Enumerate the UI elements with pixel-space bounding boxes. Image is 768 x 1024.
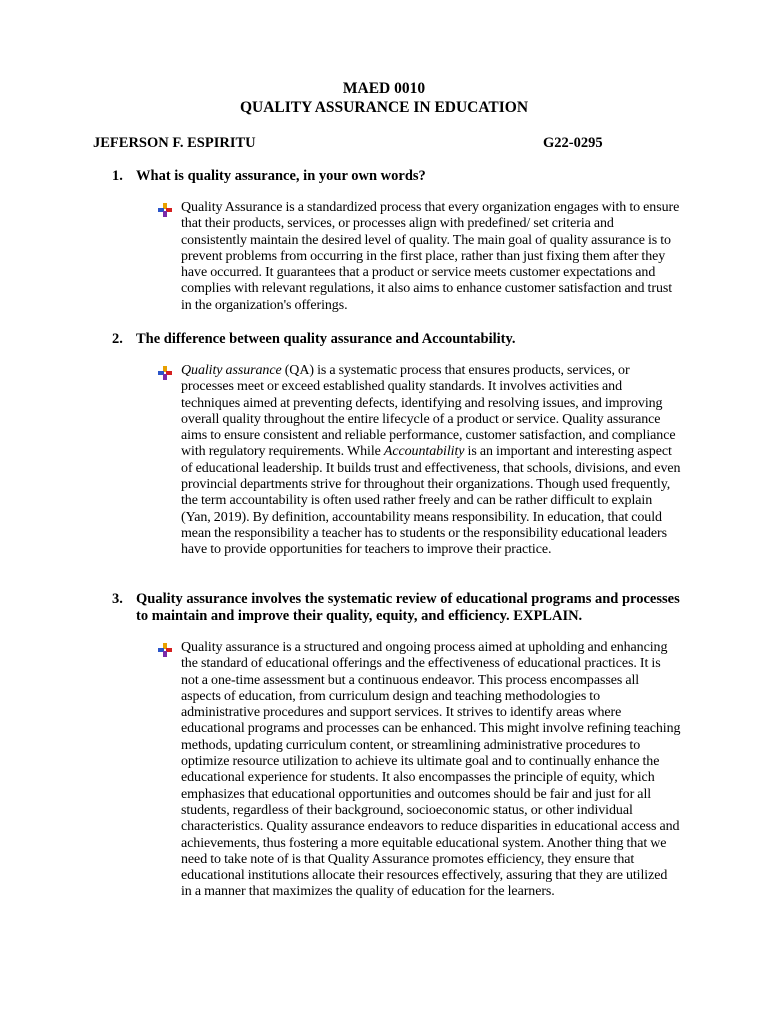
question-2 xyxy=(112,331,692,348)
student-name: JEFERSON F. ESPIRITU xyxy=(93,135,256,151)
multicolor-cross-bullet-icon xyxy=(158,203,172,217)
student-id: G22-0295 xyxy=(543,135,603,151)
answer-1: Quality Assurance is a standardized process that every organization engages with to ensure that their products, services, or processes align with predefined/ set criteria and consistently maintain the desired level of quality. The main goal of quality assurance is to prevent problems from occurring in the first place, rather than just fixing them after they have occurred. It guarantees that a product or service meets customer expectations and complies with relevant regulations, it also aims to enhance customer satisfaction and trust in the organization's offerings. xyxy=(181,200,680,313)
question-2-text: The difference between quality assurance and Accountability. xyxy=(136,331,516,347)
question-2-number: 2. xyxy=(112,331,123,347)
course-title: QUALITY ASSURANCE IN EDUCATION xyxy=(239,99,529,116)
question-1-number: 1. xyxy=(112,168,123,184)
question-3-number: 3. xyxy=(112,591,123,607)
question-1-text: What is quality assurance, in your own words? xyxy=(136,168,426,184)
answer-2 xyxy=(181,363,681,559)
course-code: MAED 0010 xyxy=(342,80,426,97)
answer-3: Quality assurance is a structured and ongoing process aimed at upholding and enhancing the standard of educational offerings and the effectiveness of educational practices. It is not a one-time assessment but a continuous endeavor. This process encompasses all aspects of education, from curriculum design and teaching methodologies to administrative procedures and support services. It strives to identify areas where educational programs and processes can be enhanced. This might involve refining teaching methods, updating curriculum content, or streamlining administrative procedures to optimize resource utilization to achieve its ultimate goal and to continually enhance the educational experience for students. It also encompasses the principle of equity, which emphasizes that educational opportunities and outcomes should be fair and just for all students, regardless of their background, socioeconomic status, or other individual characteristics. Quality assurance endeavors to reduce disparities in educational access and achievements, thus fostering a more equitable educational system. Another thing that we need to take note of is that Quality Assurance promotes efficiency, they ensure that educational institutions allocate their resources effectively, assuring that they are utilized in a manner that maximizes the quality of education for the learners. xyxy=(181,640,681,900)
question-3-text: Quality assurance involves the systematic review of educational programs and processes to maintain and improve their quality, equity, and efficiency. EXPLAIN. xyxy=(136,591,680,624)
answer-2-part-1: (QA) is a systematic process that ensures products, services, or processes meet or exceed established quality standards. It involves activities and techniques aimed at preventing defects, identifying and resolving issues, and improving overall quality throughout the entire lifecycle of a product or service. Quality assurance aims to ensure consistent and reliable performance, customer satisfaction, and compliance with regulatory requirements. While xyxy=(181,363,676,460)
answer-2-term-accountability: Accountability xyxy=(383,444,465,460)
answer-2-term-qa: Quality assurance xyxy=(181,363,282,378)
multicolor-cross-bullet-icon xyxy=(158,643,172,657)
question-1 xyxy=(112,168,692,185)
multicolor-cross-bullet-icon xyxy=(158,366,172,380)
answer-2-part-2: is an important and interesting aspect of educational leadership. It builds trust and effectiveness, that schools, divisions, and even provincial departments strive for throughout their organizations. Though used frequently, the term accountability is often used rather freely and can be rather difficult to explain (Yan, 2019). By definition, accountability means responsibility. In education, that could mean the responsibility a teacher has to students or the responsibility educational leaders have to provide opportunities for teachers to improve their practice. xyxy=(181,444,681,558)
question-3 xyxy=(112,591,692,625)
